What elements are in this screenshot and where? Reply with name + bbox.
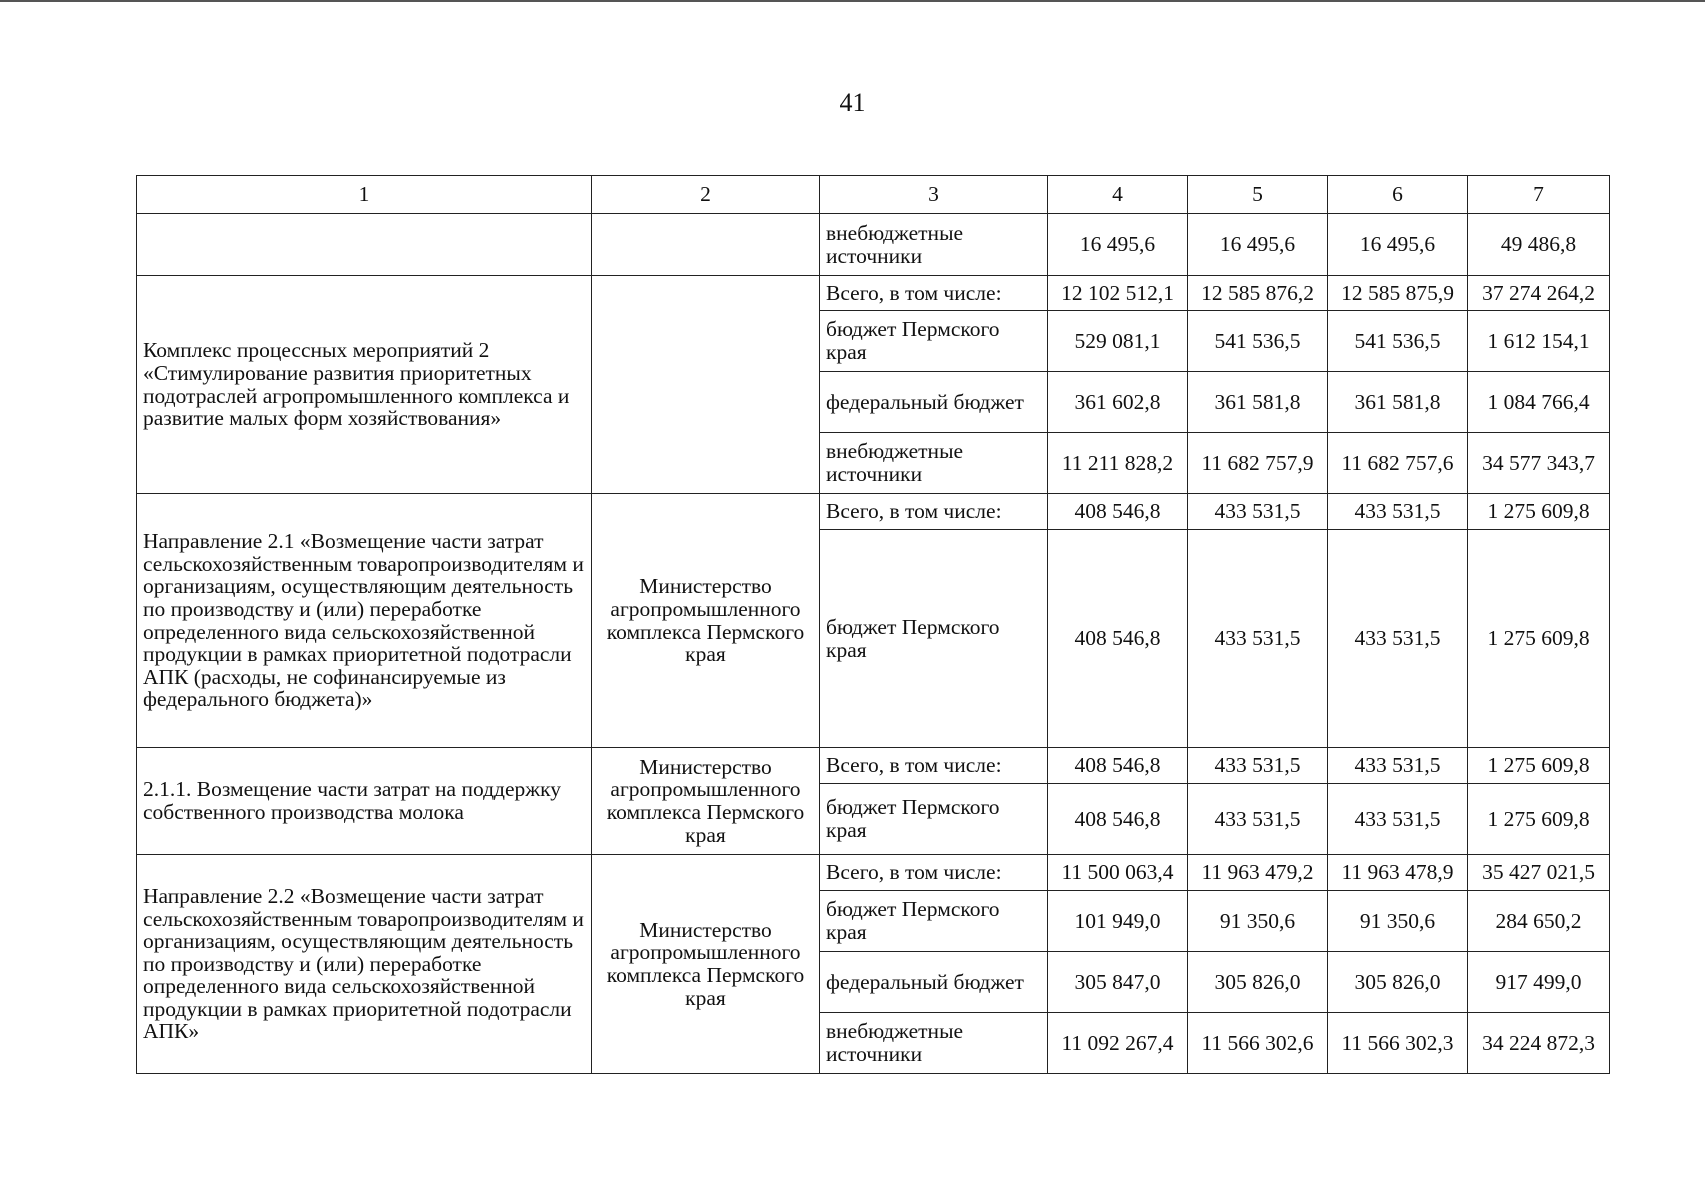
value-cell: 408 546,8 (1048, 748, 1188, 784)
value-cell: 1 275 609,8 (1468, 530, 1610, 748)
table-row (137, 214, 1610, 276)
funding-source: внебюджетные источники (820, 214, 1048, 276)
value-cell: 11 682 757,6 (1328, 433, 1468, 494)
value-cell: 305 826,0 (1188, 952, 1328, 1013)
table-row (137, 748, 1610, 784)
value-cell: 284 650,2 (1468, 891, 1610, 952)
value-cell: 1 084 766,4 (1468, 372, 1610, 433)
value-cell: 11 500 063,4 (1048, 855, 1188, 891)
executor (592, 276, 820, 494)
value-cell: 11 566 302,3 (1328, 1013, 1468, 1074)
funding-source: Всего, в том числе: (820, 748, 1048, 784)
value-cell: 529 081,1 (1048, 311, 1188, 372)
value-cell: 433 531,5 (1188, 784, 1328, 855)
funding-source: Всего, в том числе: (820, 494, 1048, 530)
executor: Министерство агропромышленного комплекса Пермского края (592, 855, 820, 1074)
measure-name: Комплекс процессных мероприятий 2 «Стимулирование развития приоритетных подотраслей агропромышленного комплекса и развитие малых форм хозяйствования» (137, 276, 592, 494)
value-cell: 12 585 876,2 (1188, 276, 1328, 311)
value-cell: 433 531,5 (1328, 494, 1468, 530)
value-cell: 1 275 609,8 (1468, 784, 1610, 855)
value-cell: 35 427 021,5 (1468, 855, 1610, 891)
column-header: 1 (137, 176, 592, 214)
value-cell: 361 602,8 (1048, 372, 1188, 433)
value-cell: 11 092 267,4 (1048, 1013, 1188, 1074)
measure-name: 2.1.1. Возмещение части затрат на поддержку собственного производства молока (137, 748, 592, 855)
value-cell: 91 350,6 (1328, 891, 1468, 952)
value-cell: 408 546,8 (1048, 530, 1188, 748)
column-header: 6 (1328, 176, 1468, 214)
value-cell: 16 495,6 (1188, 214, 1328, 276)
scan-edge (0, 0, 1705, 2)
value-cell: 11 963 479,2 (1188, 855, 1328, 891)
value-cell: 11 211 828,2 (1048, 433, 1188, 494)
value-cell: 34 224 872,3 (1468, 1013, 1610, 1074)
value-cell: 433 531,5 (1328, 748, 1468, 784)
value-cell: 361 581,8 (1328, 372, 1468, 433)
value-cell: 1 612 154,1 (1468, 311, 1610, 372)
executor (592, 214, 820, 276)
funding-source: бюджет Пермского края (820, 311, 1048, 372)
value-cell: 34 577 343,7 (1468, 433, 1610, 494)
value-cell: 16 495,6 (1048, 214, 1188, 276)
value-cell: 37 274 264,2 (1468, 276, 1610, 311)
executor: Министерство агропромышленного комплекса Пермского края (592, 494, 820, 748)
value-cell: 541 536,5 (1188, 311, 1328, 372)
measure-name: Направление 2.2 «Возмещение части затрат сельскохозяйственным товаропроизводителям и организациям, осуществляющим деятельность по производству и (или) переработке определенного вида сельскохозяйственной продукции в рамках приоритетной подотрасли АПК» (137, 855, 592, 1074)
funding-source: федеральный бюджет (820, 372, 1048, 433)
table-row (137, 494, 1610, 530)
funding-source: бюджет Пермского края (820, 891, 1048, 952)
value-cell: 1 275 609,8 (1468, 748, 1610, 784)
value-cell: 541 536,5 (1328, 311, 1468, 372)
value-cell: 433 531,5 (1328, 784, 1468, 855)
value-cell: 91 350,6 (1188, 891, 1328, 952)
funding-source: Всего, в том числе: (820, 855, 1048, 891)
column-header: 7 (1468, 176, 1610, 214)
value-cell: 433 531,5 (1328, 530, 1468, 748)
value-cell: 433 531,5 (1188, 748, 1328, 784)
table-row (137, 855, 1610, 891)
page-number: 41 (839, 88, 866, 117)
value-cell: 16 495,6 (1328, 214, 1468, 276)
measure-name: Направление 2.1 «Возмещение части затрат сельскохозяйственным товаропроизводителям и организациям, осуществляющим деятельность по производству и (или) переработке определенного вида сельскохозяйственной продукции в рамках приоритетной подотрасли АПК (расходы, не софинансируемые из федерального бюджета)» (137, 494, 592, 748)
funding-source: Всего, в том числе: (820, 276, 1048, 311)
value-cell: 11 566 302,6 (1188, 1013, 1328, 1074)
value-cell: 1 275 609,8 (1468, 494, 1610, 530)
executor: Министерство агропромышленного комплекса Пермского края (592, 748, 820, 855)
funding-source: бюджет Пермского края (820, 530, 1048, 748)
funding-source: федеральный бюджет (820, 952, 1048, 1013)
value-cell: 12 585 875,9 (1328, 276, 1468, 311)
value-cell: 917 499,0 (1468, 952, 1610, 1013)
budget-table (136, 175, 1610, 1074)
value-cell: 433 531,5 (1188, 530, 1328, 748)
column-header: 3 (820, 176, 1048, 214)
funding-source: внебюджетные источники (820, 433, 1048, 494)
funding-source: внебюджетные источники (820, 1013, 1048, 1074)
value-cell: 101 949,0 (1048, 891, 1188, 952)
funding-source: бюджет Пермского края (820, 784, 1048, 855)
value-cell: 11 963 478,9 (1328, 855, 1468, 891)
value-cell: 49 486,8 (1468, 214, 1610, 276)
table-row (137, 276, 1610, 311)
value-cell: 408 546,8 (1048, 784, 1188, 855)
value-cell: 408 546,8 (1048, 494, 1188, 530)
header-row (137, 176, 1610, 214)
column-header: 5 (1188, 176, 1328, 214)
value-cell: 305 847,0 (1048, 952, 1188, 1013)
value-cell: 433 531,5 (1188, 494, 1328, 530)
column-header: 4 (1048, 176, 1188, 214)
value-cell: 11 682 757,9 (1188, 433, 1328, 494)
value-cell: 305 826,0 (1328, 952, 1468, 1013)
column-header: 2 (592, 176, 820, 214)
measure-name (137, 214, 592, 276)
value-cell: 361 581,8 (1188, 372, 1328, 433)
value-cell: 12 102 512,1 (1048, 276, 1188, 311)
